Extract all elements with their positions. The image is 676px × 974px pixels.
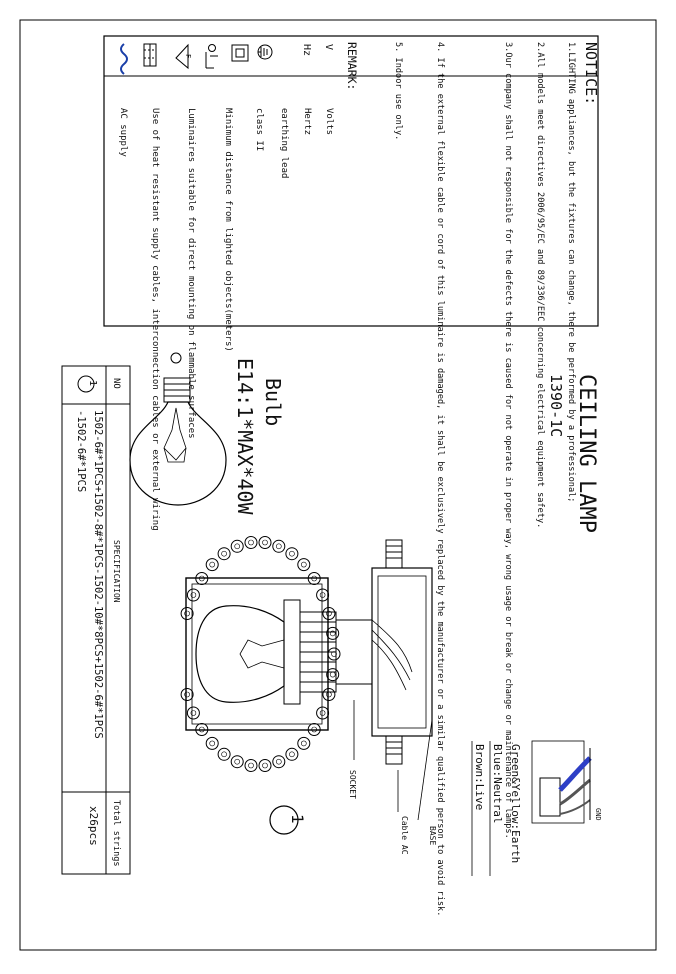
remark-symbols (121, 44, 334, 74)
crystal-bead-facet (276, 544, 281, 549)
row-total: x26pcs (87, 806, 100, 846)
notice-item-5: 5. Indoor use only. (393, 42, 403, 141)
crystal-bead-facet (249, 540, 254, 545)
crystal-bead-facet (249, 763, 254, 768)
crystal-bead-facet (330, 672, 335, 677)
ground-label: GND (594, 808, 602, 821)
notice-item-3: 3.Our company shall not responsible for the defects there is caused for not operate in proper way, wrong usage or break or change or maintenance of lamps. (503, 42, 513, 839)
crystal-bead (328, 648, 340, 660)
fixture-drawing (181, 537, 432, 772)
screw-bottom (386, 736, 402, 764)
crystal-bead-facet (276, 759, 281, 764)
crystal-bead-facet (289, 752, 294, 757)
remark-row-4: class II (254, 108, 264, 152)
crystal-bead (245, 760, 257, 772)
crystal-bead-facet (222, 551, 227, 556)
crystal-bead-facet (301, 562, 306, 567)
ac-icon (121, 44, 127, 74)
crystal-bead-facet (263, 763, 268, 768)
socket-callout: SOCKET (348, 770, 357, 799)
wiring-diagram (472, 741, 602, 876)
cage-frame (186, 578, 328, 730)
crystal-bead-facet (263, 540, 268, 545)
notice-item-4: 4. If the external flexible cable or cord of this luminaire is damaged, it shall be exclusively replaced by the manufacturer or a similar qualified person to avoid risk. (435, 42, 445, 917)
bulb-marker-icon (171, 353, 181, 363)
crystal-bead-facet (320, 593, 325, 598)
notice-item-1: 1.LIGHTING appliances, but the fixtures can change, there be performed by a professional; (566, 42, 576, 503)
wiring-line-2: Blue:Neutral (491, 744, 504, 824)
remark-row-1: Volts (324, 108, 334, 136)
base-leader (418, 720, 432, 820)
crystal-bead (187, 707, 199, 719)
remark-row-2: Hertz (302, 108, 312, 136)
crystal-bead (231, 756, 243, 768)
remark-row-7: Use of heat resistant supply cables, interconnection cables or external wiring (150, 108, 160, 531)
f-mark-icon (176, 45, 192, 68)
bulb-spec: E14:1*MAX*40W (233, 358, 257, 515)
crystal-bead (298, 559, 310, 571)
bulb-label: Bulb (261, 378, 285, 427)
item-number: 1 (288, 814, 307, 824)
crystal-bead (286, 748, 298, 760)
crystal-bead-facet (326, 692, 331, 697)
terminal-block (540, 778, 560, 816)
base-callout: BASE (428, 826, 437, 846)
callouts (270, 700, 437, 855)
crystal-bead (259, 760, 271, 772)
earth-icon (258, 45, 272, 59)
table-header-total: Total strings (111, 800, 121, 867)
crystal-bead-facet (210, 562, 215, 567)
table-header-spec: SPECIFICATION (112, 540, 121, 603)
svg-text:F: F (184, 54, 192, 59)
row-spec-line1: 1502-6#*1PCS+1502-8#*1PCS-1502-10#*8PCS+1502-6#*1PCS (92, 410, 104, 739)
class-ii-icon (232, 45, 248, 61)
product-title: CEILING LAMP (574, 374, 599, 533)
crystal-bead-facet (320, 711, 325, 716)
crystal-bead (286, 548, 298, 560)
crystal-bead (231, 540, 243, 552)
crystal-bead (317, 589, 329, 601)
crystal-bead (273, 756, 285, 768)
notice-title: NOTICE: (582, 42, 600, 106)
crystal-bead-facet (235, 544, 240, 549)
row-spec-line2: -1502-6#*1PCS (75, 410, 87, 493)
crystal-bead (298, 737, 310, 749)
screw-top (386, 540, 402, 568)
base-plate (372, 568, 432, 736)
crystal-strand (181, 537, 340, 772)
wiring-line-1: Green&Yellow:Earth (509, 744, 522, 864)
distance-icon (206, 45, 218, 69)
crystal-bead-facet (222, 752, 227, 757)
remark-title: REMARK: (345, 42, 359, 91)
crystal-bead-facet (210, 741, 215, 746)
product-model: 1390-1C (547, 374, 565, 438)
crystal-bead (206, 559, 218, 571)
table-header-no: NO (111, 378, 121, 389)
crystal-bead (323, 608, 335, 620)
remark-row-6: Luminaires suitable for direct mounting on flammable surfaces (186, 108, 196, 439)
volts-symbol: V (323, 44, 334, 51)
crystal-bead (259, 537, 271, 549)
row-no: 1 (87, 380, 98, 387)
base-inner (378, 576, 426, 728)
crystal-bead (218, 748, 230, 760)
crystal-bead-facet (289, 551, 294, 556)
remark-row-5: Minimum distance from lighted objects(meters) (223, 108, 233, 352)
crystal-bead (273, 540, 285, 552)
crystal-bead (187, 589, 199, 601)
crystal-bead (181, 608, 193, 620)
notice-item-2: 2.All models meet directives 2006/95/EC and 89/336/EEC concerning electrical equipment safety. (535, 42, 545, 529)
cable-icon (144, 44, 156, 66)
remark-row-3: earthing lead (279, 108, 289, 179)
remark-row-8: AC supply (118, 108, 128, 157)
cage-inner (192, 584, 322, 724)
crystal-bead (323, 689, 335, 701)
crystal-bead-facet (235, 759, 240, 764)
wiring-line-3: Brown:Live (473, 744, 486, 811)
crystal-bead (206, 737, 218, 749)
spec-table (62, 366, 130, 874)
cable-callout: Cable AC (400, 816, 409, 855)
fixture-filament (240, 640, 284, 668)
crystal-bead (181, 689, 193, 701)
crystal-bead-facet (301, 741, 306, 746)
crystal-bead (245, 537, 257, 549)
crystal-bead (218, 548, 230, 560)
bulb-icon (130, 378, 226, 505)
hertz-symbol: Hz (301, 44, 312, 57)
crystal-bead (317, 707, 329, 719)
